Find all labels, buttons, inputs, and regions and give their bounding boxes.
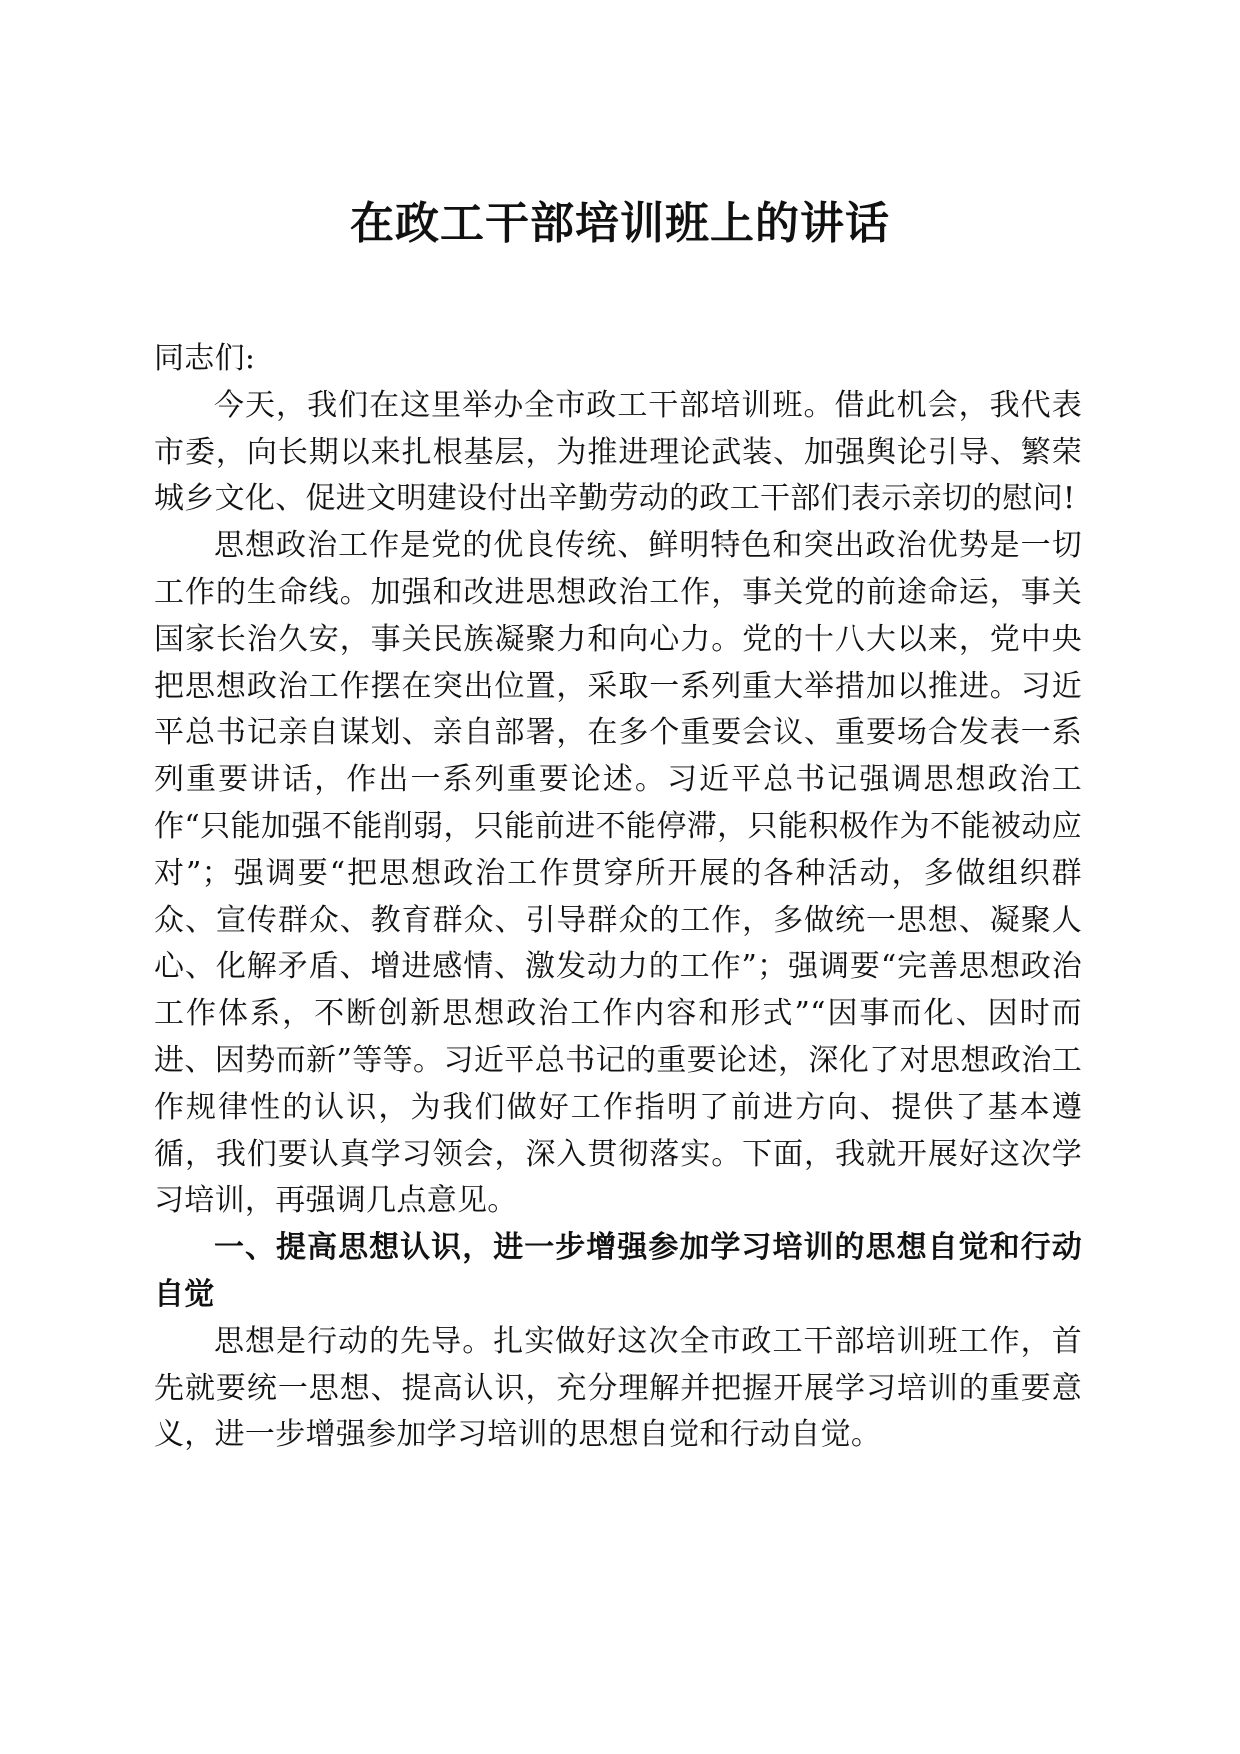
paragraph-ideological-work: 思想政治工作是党的优良传统、鲜明特色和突出政治优势是一切工作的生命线。加强和改进思想政治工作，事关党的前途命运，事关国家长治久安，事关民族凝聚力和向心力。党的十八大以来，党中央把思想政治工作摆在突出位置，采取一系列重大举措加以推进。习近平总书记亲自谋划、亲自部署，在多个重要会议、重要场合发表一系列重要讲话，作出一系列重要论述。习近平总书记强调思想政治工作“只能加强不能削弱，只能前进不能停滞，只能积极作为不能被动应对”；强调要“把思想政治工作贯穿所开展的各种活动，多做组织群众、宣传群众、教育群众、引导群众的工作，多做统一思想、凝聚人心、化解矛盾、增进感情、激发动力的工作”；强调要“完善思想政治工作体系，不断创新思想政治工作内容和形式”“因事而化、因时而进、因势而新”等等。习近平总书记的重要论述，深化了对思想政治工作规律性的认识，为我们做好工作指明了前进方向、提供了基本遵循，我们要认真学习领会，深入贯彻落实。下面，我就开展好这次学习培训，再强调几点意见。 — [154, 528, 1082, 1219]
section-1-paragraph: 思想是行动的先导。扎实做好这次全市政工干部培训班工作，首先就要统一思想、提高认识，充分理解并把握开展学习培训的重要意义，进一步增强参加学习培训的思想自觉和行动自觉。 — [154, 1323, 1082, 1453]
paragraph-opening: 今天，我们在这里举办全市政工干部培训班。借此机会，我代表市委，向长期以来扎根基层，为推进理论武装、加强舆论引导、繁荣城乡文化、促进文明建设付出辛勤劳动的政工干部们表示亲切的慰问! — [154, 387, 1082, 517]
salutation: 同志们: — [154, 341, 256, 376]
section-heading-1: 一、提高思想认识，进一步增强参加学习培训的思想自觉和行动自觉 — [154, 1230, 1082, 1312]
document-body — [154, 336, 1082, 1459]
document-title: 在政工干部培训班上的讲话 — [350, 198, 890, 249]
